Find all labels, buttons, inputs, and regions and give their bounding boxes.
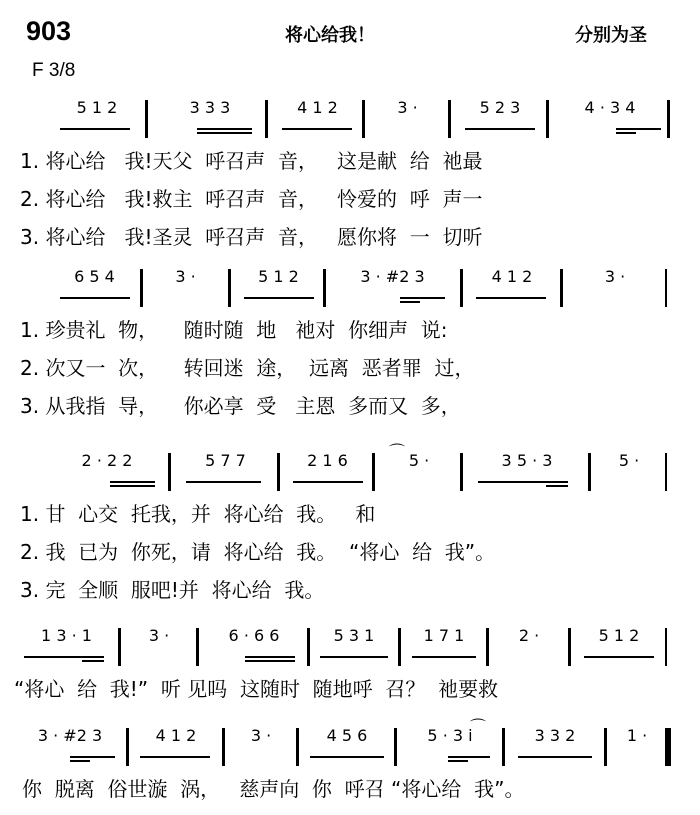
measure: 5 · bbox=[408, 451, 430, 470]
measure: 3 · bbox=[250, 726, 272, 745]
lyric-line: 2. 我 已为 你死，请 将心给 我。 “将心 给 我”。 bbox=[20, 540, 496, 564]
measure: 6 · 6 6 bbox=[228, 626, 280, 645]
measure: 1 3 · 1 bbox=[41, 626, 92, 645]
measure: 1 · bbox=[626, 726, 648, 745]
measure: 5 7 7 bbox=[205, 451, 246, 470]
measure: 6 5 4 bbox=[74, 267, 115, 286]
measure: 3 3 3 bbox=[189, 98, 231, 117]
measure: 5 · bbox=[618, 451, 640, 470]
staff-line-5 bbox=[0, 717, 700, 770]
hymn-category: 分别为圣 bbox=[575, 25, 647, 46]
staff-line-2 bbox=[0, 263, 700, 311]
measure: 3 · bbox=[175, 267, 196, 286]
measure: 3 · bbox=[604, 267, 626, 286]
lyric-line: 你 脱离 俗世漩 涡， 慈声向 你 呼召 “将心给 我”。 bbox=[22, 777, 525, 801]
music-system-1 bbox=[0, 94, 700, 256]
measure: 4 1 2 bbox=[155, 726, 197, 745]
fermata-icon: ⌒ bbox=[470, 717, 487, 736]
measure: 4 · 3 4 bbox=[584, 98, 636, 117]
staff-line-3 bbox=[0, 442, 700, 495]
measure: 5 1 2 bbox=[76, 98, 118, 117]
hymn-title: 将心给我！ bbox=[285, 25, 375, 46]
hymn-number: 903 bbox=[26, 16, 72, 46]
lyric-line: “将心 给 我!” 听 见吗 这随时 随地呼 召？ 祂要救 bbox=[14, 677, 499, 701]
music-system-3 bbox=[0, 442, 700, 609]
fermata-icon: ⌒ bbox=[389, 442, 406, 461]
measure: 5 · 3 i bbox=[427, 726, 473, 745]
lyric-line: 3. 将心给 我!圣灵 呼召声 音， 愿你将 一 切听 bbox=[20, 225, 483, 249]
key-signature: F 3/8 bbox=[32, 60, 76, 81]
lyric-line: 2. 将心给 我!救主 呼召声 音， 怜爱的 呼 声一 bbox=[20, 187, 483, 211]
staff-line-1 bbox=[0, 94, 700, 142]
measure: 3 5 · 3 bbox=[501, 451, 553, 470]
lyric-line: 2. 次又一 次， 转回迷 途， 远离 恶者罪 过， bbox=[20, 356, 475, 380]
measure: 2 · bbox=[518, 626, 540, 645]
measure: 5 1 2 bbox=[258, 267, 299, 286]
measure: 2 1 6 bbox=[307, 451, 348, 470]
music-system-2 bbox=[0, 263, 700, 425]
lyric-line: 3. 完 全顺 服吧!并 将心给 我。 bbox=[20, 578, 325, 602]
lyric-line: 3. 从我指 导， 你必享 受 主恩 多而又 多， bbox=[20, 394, 461, 418]
lyric-line: 1. 珍贵礼 物， 随时随 地 祂对 你细声 说: bbox=[20, 318, 448, 342]
measure: 5 1 2 bbox=[598, 626, 640, 645]
measure: 1 7 1 bbox=[423, 626, 465, 645]
music-system-5 bbox=[0, 717, 700, 808]
measure: 3 · bbox=[397, 98, 418, 117]
measure: 3 · #2 3 bbox=[37, 726, 103, 745]
lyric-line: 1. 将心给 我!天父 呼召声 音， 这是献 给 祂最 bbox=[20, 149, 483, 173]
measure: 4 1 2 bbox=[297, 98, 338, 117]
measure: 4 1 2 bbox=[491, 267, 533, 286]
measure: 5 2 3 bbox=[479, 98, 521, 117]
measure: 4 5 6 bbox=[326, 726, 368, 745]
measure: 3 · #2 3 bbox=[360, 267, 425, 286]
staff-line-4 bbox=[0, 622, 700, 670]
lyric-line: 1. 甘 心交 托我，并 将心给 我。 和 bbox=[20, 502, 376, 526]
music-system-4 bbox=[0, 622, 700, 708]
measure: 3 · bbox=[148, 626, 170, 645]
measure: 5 3 1 bbox=[333, 626, 375, 645]
measure: 2 · 2 2 bbox=[81, 451, 133, 470]
measure: 3 3 2 bbox=[534, 726, 576, 745]
